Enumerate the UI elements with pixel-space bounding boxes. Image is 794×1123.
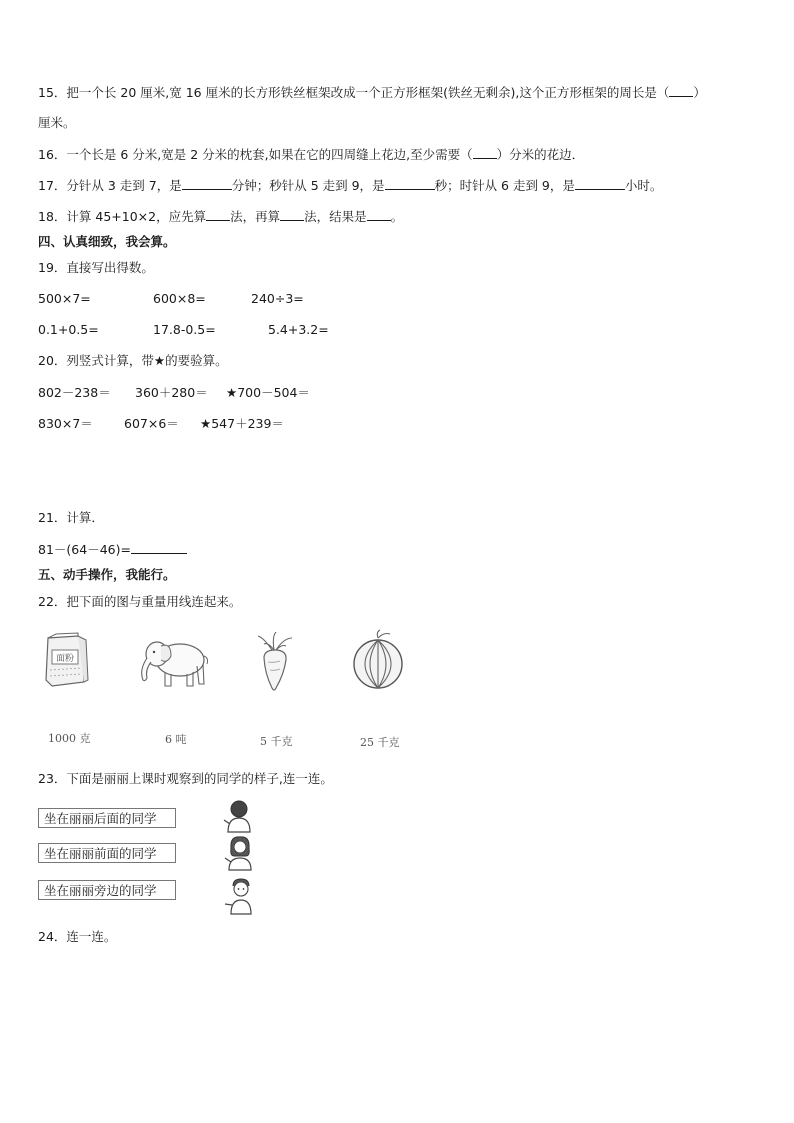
watermelon-picture [350,628,406,692]
answer-blank[interactable] [669,84,693,97]
answer-blank[interactable] [575,177,625,190]
behind-classmate-box[interactable]: 坐在丽丽后面的同学 [38,808,176,828]
answer-blank[interactable] [131,541,187,554]
child-back-view-picture [222,798,258,834]
answer-blank[interactable] [182,177,232,190]
answer-blank[interactable] [367,208,391,221]
child-front-view-picture [222,834,258,872]
question-15-line-1: 15．把一个长 20 厘米,宽 16 厘米的长方形铁丝框架改成一个正方形框架(铁丝无剩余),这个正方形框架的周长是（ ） [38,85,706,100]
question-16: 16．一个长是 6 分米,宽是 2 分米的枕套,如果在它的四周缝上花边,至少需要（ ）分米的花边． [38,147,585,162]
calc-item: ★700－504＝ [226,385,310,400]
question-21-title: 21．计算． [38,510,104,525]
calc-item: 240÷3= [251,291,304,306]
question-15-text: 15．把一个长 20 厘米,宽 16 厘米的长方形铁丝框架改成一个正方形框架(铁丝无剩余),这个正方形框架的周长是（ [38,85,670,100]
question-20-title: 20．列竖式计算，带★的要验算。 [38,353,228,368]
question-23-title: 23．下面是丽丽上课时观察到的同学的样子,连一连。 [38,771,333,786]
question-15-line-2: 厘米。 [38,115,76,130]
flour-bag-picture [38,630,98,690]
calc-item: 0.1+0.5= [38,322,99,337]
weight-label: 25 千克 [360,736,400,749]
section-5-heading: 五、动手操作，我能行。 [38,567,176,582]
flour-label: 面粉 [55,654,75,664]
question-17: 17．分针从 3 走到 7，是 分钟；秒针从 5 走到 9，是 秒；时针从 6 走到 9，是 小时。 [38,178,663,193]
calc-item: 5.4+3.2= [268,322,329,337]
radish-picture [250,632,300,694]
section-4-heading: 四、认真细致，我会算。 [38,234,176,249]
weight-label: 6 吨 [165,733,187,746]
question-24-title: 24．连一连。 [38,929,117,944]
calc-item: 600×8= [153,291,206,306]
calc-item: 17.8-0.5= [153,322,216,337]
question-18: 18．计算 45+10×2，应先算 法，再算 法，结果是 。 [38,209,404,224]
beside-classmate-box[interactable]: 坐在丽丽旁边的同学 [38,880,176,900]
child-side-view-picture [224,876,258,916]
calc-item: 607×6＝ [124,416,179,431]
calc-item: 802－238＝ [38,385,111,400]
question-22-title: 22．把下面的图与重量用线连起来。 [38,594,242,609]
front-classmate-box[interactable]: 坐在丽丽前面的同学 [38,843,176,863]
answer-blank[interactable] [206,208,230,221]
weight-label: 5 千克 [260,735,293,748]
answer-blank[interactable] [385,177,435,190]
calc-item: 360＋280＝ [135,385,208,400]
answer-blank[interactable] [280,208,304,221]
calc-item: 830×7＝ [38,416,93,431]
calc-item: ★547＋239＝ [200,416,284,431]
question-21-expression: 81－(64－46)= [38,541,187,558]
question-19-title: 19．直接写出得数。 [38,260,154,275]
elephant-picture [135,630,210,690]
weight-label: 1000 克 [48,732,91,745]
calc-item: 500×7= [38,291,91,306]
answer-blank[interactable] [473,146,497,159]
